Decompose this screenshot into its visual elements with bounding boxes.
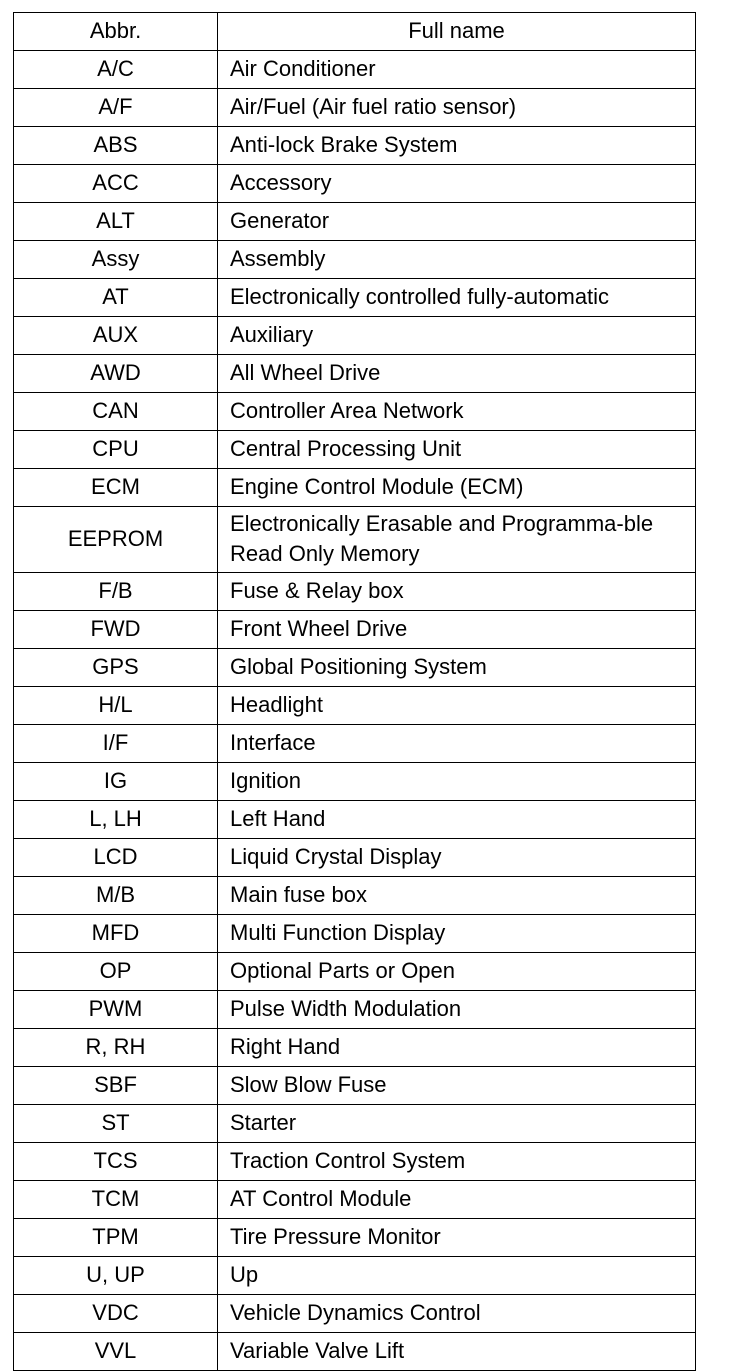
- full-name-cell: Controller Area Network: [218, 393, 696, 431]
- header-abbr: Abbr.: [14, 13, 218, 51]
- full-name-cell: Front Wheel Drive: [218, 611, 696, 649]
- table-row: [14, 469, 696, 507]
- abbr-cell: F/B: [14, 573, 218, 611]
- full-name-cell: Liquid Crystal Display: [218, 839, 696, 877]
- table-row: [14, 1029, 696, 1067]
- abbr-cell: AUX: [14, 317, 218, 355]
- full-name-cell: AT Control Module: [218, 1181, 696, 1219]
- table-row: [14, 1067, 696, 1105]
- table-header-row: [14, 13, 696, 51]
- full-name-cell: Tire Pressure Monitor: [218, 1219, 696, 1257]
- full-name-cell: Electronically Erasable and Programma-ble Read Only Memory: [218, 507, 696, 573]
- table-row: [14, 953, 696, 991]
- full-name-cell: Interface: [218, 725, 696, 763]
- table-row: [14, 355, 696, 393]
- table-row: [14, 725, 696, 763]
- abbreviation-table: [13, 12, 696, 1371]
- abbr-cell: CAN: [14, 393, 218, 431]
- full-name-cell: All Wheel Drive: [218, 355, 696, 393]
- table-row: [14, 165, 696, 203]
- full-name-cell: Multi Function Display: [218, 915, 696, 953]
- table-row: [14, 649, 696, 687]
- full-name-cell: Assembly: [218, 241, 696, 279]
- abbr-cell: AWD: [14, 355, 218, 393]
- full-name-cell: Auxiliary: [218, 317, 696, 355]
- table-row: [14, 573, 696, 611]
- abbr-cell: PWM: [14, 991, 218, 1029]
- abbr-cell: IG: [14, 763, 218, 801]
- full-name-cell: Right Hand: [218, 1029, 696, 1067]
- abbr-cell: ALT: [14, 203, 218, 241]
- full-name-cell: Electronically controlled fully-automatic: [218, 279, 696, 317]
- abbr-cell: R, RH: [14, 1029, 218, 1067]
- abbr-cell: AT: [14, 279, 218, 317]
- abbr-cell: H/L: [14, 687, 218, 725]
- full-name-cell: Engine Control Module (ECM): [218, 469, 696, 507]
- full-name-cell: Generator: [218, 203, 696, 241]
- table-row: [14, 279, 696, 317]
- table-row: [14, 317, 696, 355]
- table-row: [14, 915, 696, 953]
- full-name-cell: Vehicle Dynamics Control: [218, 1295, 696, 1333]
- abbr-cell: GPS: [14, 649, 218, 687]
- abbr-cell: L, LH: [14, 801, 218, 839]
- abbr-cell: TPM: [14, 1219, 218, 1257]
- full-name-cell: Variable Valve Lift: [218, 1333, 696, 1371]
- full-name-cell: Fuse & Relay box: [218, 573, 696, 611]
- table-row: [14, 839, 696, 877]
- full-name-cell: Air Conditioner: [218, 51, 696, 89]
- table-row: [14, 1333, 696, 1371]
- abbr-cell: ABS: [14, 127, 218, 165]
- full-name-cell: Starter: [218, 1105, 696, 1143]
- abbr-cell: TCM: [14, 1181, 218, 1219]
- full-name-cell: Accessory: [218, 165, 696, 203]
- full-name-cell: Ignition: [218, 763, 696, 801]
- abbr-cell: SBF: [14, 1067, 218, 1105]
- full-name-cell: Traction Control System: [218, 1143, 696, 1181]
- full-name-cell: Up: [218, 1257, 696, 1295]
- table-row: [14, 877, 696, 915]
- full-name-cell: Slow Blow Fuse: [218, 1067, 696, 1105]
- table-row: [14, 1257, 696, 1295]
- full-name-cell: Air/Fuel (Air fuel ratio sensor): [218, 89, 696, 127]
- abbr-cell: MFD: [14, 915, 218, 953]
- table-row: [14, 241, 696, 279]
- table-body: [14, 51, 696, 1371]
- table-row: [14, 127, 696, 165]
- table-row: [14, 801, 696, 839]
- table-row: [14, 1295, 696, 1333]
- full-name-cell: Left Hand: [218, 801, 696, 839]
- abbr-cell: OP: [14, 953, 218, 991]
- table-row: [14, 687, 696, 725]
- abbr-cell: LCD: [14, 839, 218, 877]
- abbr-cell: ST: [14, 1105, 218, 1143]
- header-full-name: Full name: [218, 13, 696, 51]
- table-row: [14, 1143, 696, 1181]
- abbr-cell: VDC: [14, 1295, 218, 1333]
- table-row: [14, 1219, 696, 1257]
- full-name-cell: Anti-lock Brake System: [218, 127, 696, 165]
- full-name-cell: Pulse Width Modulation: [218, 991, 696, 1029]
- abbr-cell: TCS: [14, 1143, 218, 1181]
- table-row: [14, 51, 696, 89]
- abbr-cell: ECM: [14, 469, 218, 507]
- abbr-cell: Assy: [14, 241, 218, 279]
- abbr-cell: FWD: [14, 611, 218, 649]
- abbr-cell: I/F: [14, 725, 218, 763]
- table-row: [14, 991, 696, 1029]
- abbr-cell: EEPROM: [14, 507, 218, 573]
- table-row: [14, 763, 696, 801]
- table-row: [14, 203, 696, 241]
- abbr-cell: U, UP: [14, 1257, 218, 1295]
- full-name-cell: Global Positioning System: [218, 649, 696, 687]
- table-row: [14, 89, 696, 127]
- table-row: [14, 507, 696, 573]
- full-name-cell: Central Processing Unit: [218, 431, 696, 469]
- abbr-cell: A/F: [14, 89, 218, 127]
- table-row: [14, 611, 696, 649]
- abbr-cell: CPU: [14, 431, 218, 469]
- table-row: [14, 1105, 696, 1143]
- table-row: [14, 1181, 696, 1219]
- full-name-cell: Headlight: [218, 687, 696, 725]
- abbr-cell: VVL: [14, 1333, 218, 1371]
- abbr-cell: M/B: [14, 877, 218, 915]
- table-row: [14, 393, 696, 431]
- full-name-cell: Optional Parts or Open: [218, 953, 696, 991]
- full-name-cell: Main fuse box: [218, 877, 696, 915]
- abbr-cell: ACC: [14, 165, 218, 203]
- table-row: [14, 431, 696, 469]
- abbr-cell: A/C: [14, 51, 218, 89]
